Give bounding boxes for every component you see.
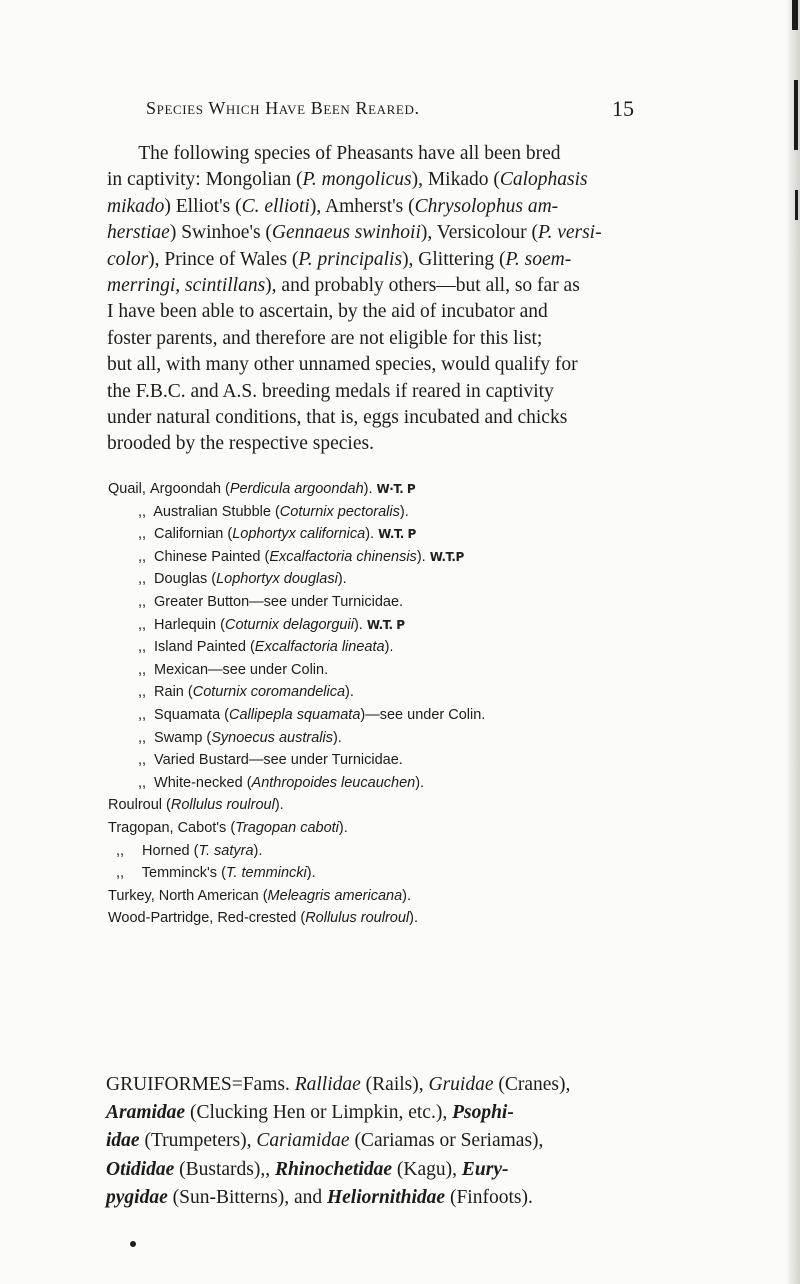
list-item: ,, Squamata (Callipepla squamata)—see under Colin. <box>108 704 668 727</box>
family-common: (Kagu) <box>396 1158 453 1180</box>
family-latin: Aramidae <box>106 1102 186 1124</box>
gruiformes-paragraph <box>106 1071 646 1212</box>
list-item: Tragopan, Cabot's (Tragopan caboti). <box>108 819 348 836</box>
common-name: Greater Button—see under Turnicidae. <box>154 593 404 610</box>
binding-edge-mark <box>794 80 798 150</box>
family-latin: Otididae <box>106 1158 175 1180</box>
latin-name: Coturnix pectoralis <box>279 503 400 520</box>
list-item: ,, Horned (T. satyra). <box>108 840 668 863</box>
ditto-lead: ,, <box>138 548 147 565</box>
ditto-lead: ,, <box>138 593 147 610</box>
running-title: Species Which Have Been Reared. <box>146 98 420 118</box>
common-name: Californian <box>154 526 224 543</box>
common-name: White-necked <box>154 774 243 791</box>
ditto-lead: ,, <box>138 571 147 588</box>
common-name: Douglas <box>154 571 208 588</box>
list-item: Wood-Partridge, Red-crested (Rollulus roulroul). <box>108 910 419 927</box>
gruiformes-line: GRUIFORMES=Fams. Rallidae (Rails), Gruidae (Cranes), <box>106 1074 571 1095</box>
list-item: ,, Rain (Coturnix coromandelica). <box>108 681 668 704</box>
common-name: Island Painted <box>154 639 246 656</box>
list-item: Quail, Argoondah (Perdicula argoondah). W·T. P <box>108 478 668 501</box>
latin-name: Anthropoides leucauchen <box>251 774 416 791</box>
ditto-lead: ,, <box>138 774 147 791</box>
paragraph-line: the F.B.C. and A.S. breeding medals if reared in captivity <box>107 380 554 402</box>
ink-dot <box>130 1241 136 1247</box>
ditto-mark: ,, <box>116 865 125 882</box>
list-item: Roulroul (Rollulus roulroul). <box>108 797 284 814</box>
binding-edge-mark <box>792 0 798 30</box>
latin-name: T. satyra <box>198 842 254 859</box>
list-item: ,, Australian Stubble (Coturnix pectoralis). <box>108 501 668 524</box>
latin-name: Coturnix delagorguii <box>224 616 354 633</box>
ditto-lead: ,, <box>138 729 147 746</box>
intro-paragraph <box>107 141 647 458</box>
gruiformes-line: Otididae (Bustards),, Rhinochetidae (Kagu), Eury- <box>106 1158 509 1180</box>
fams-label: =Fams. <box>231 1074 290 1095</box>
family-latin: Rhinochetidae <box>275 1158 393 1180</box>
family-common: (Trumpeters) <box>144 1130 247 1152</box>
latin-name: Lophortyx californica <box>232 526 366 543</box>
common-name: Temminck's <box>141 865 218 882</box>
paragraph-line: but all, with many other unnamed species, would qualify for <box>107 354 578 376</box>
list-item: ,, Douglas (Lophortyx douglasi). <box>108 568 668 591</box>
list-item <box>108 659 668 682</box>
latin-name: Perdicula argoondah <box>229 481 364 497</box>
latin-name: Rollulus roulroul <box>170 797 275 814</box>
common-name: Varied Bustard—see under Turnicidae. <box>154 752 403 769</box>
latin-name: Excalfactoria lineata <box>254 639 385 656</box>
paragraph-line: merringi, scintillans), and probably others—but all, so far as <box>107 275 580 297</box>
list-item: ,, Temminck's (T. temmincki). <box>108 862 668 885</box>
binding-edge-mark <box>795 190 798 220</box>
list-item <box>108 591 668 614</box>
latin-name: Meleagris americana <box>267 887 403 904</box>
latin-name: Excalfactoria chinensis <box>269 548 417 565</box>
paragraph-line: The following species of Pheasants have all been bred <box>138 143 561 164</box>
paragraph-line: in captivity: Mongolian (P. mongolicus), Mikado (Calophasis <box>107 169 588 191</box>
common-name: Australian Stubble <box>153 503 271 520</box>
page-number: 15 <box>612 96 634 121</box>
ditto-lead: ,, <box>138 684 147 701</box>
list-item: ,, Swamp (Synoecus australis). <box>108 727 668 750</box>
family-common: (Bustards) <box>179 1158 261 1180</box>
ditto-lead: ,, <box>138 661 147 678</box>
gruiformes-line: pygidae (Sun-Bitterns), and Heliornithidae (Finfoots). <box>106 1186 533 1208</box>
common-name: Argoondah <box>150 481 221 497</box>
handwritten-note: W.T. P <box>366 617 405 632</box>
family-common: (Cranes) <box>498 1074 566 1095</box>
order-name: GRUIFORMES <box>106 1074 232 1095</box>
ditto-lead: ,, <box>138 706 147 723</box>
ditto-mark: ,, <box>116 842 125 859</box>
list-item: ,, Chinese Painted (Excalfactoria chinensis). W.T.P <box>108 546 668 569</box>
latin-name: Rollulus roulroul <box>305 910 410 927</box>
list-item <box>108 749 668 772</box>
paragraph-line: under natural conditions, that is, eggs incubated and chicks <box>107 407 568 429</box>
common-name: Turkey, North American <box>108 887 259 904</box>
paragraph-line: mikado) Elliot's (C. ellioti), Amherst's (Chrysolophus am- <box>107 195 559 217</box>
paragraph-line: color), Prince of Wales (P. principalis), Glittering (P. soem- <box>107 248 572 270</box>
family-common: (Sun-Bitterns) <box>172 1186 285 1208</box>
common-name: Harlequin <box>154 616 217 633</box>
list-item: ,, Island Painted (Excalfactoria lineata). <box>108 636 668 659</box>
family-common: (Finfoots) <box>449 1186 528 1208</box>
species-list <box>108 478 668 930</box>
paragraph-line: I have been able to ascertain, by the aid of incubator and <box>107 301 548 323</box>
latin-name: Lophortyx douglasi <box>216 571 338 588</box>
ditto-lead: ,, <box>138 616 147 633</box>
family-common: (Clucking Hen or Limpkin, etc.) <box>189 1102 443 1124</box>
paragraph-line: brooded by the respective species. <box>107 433 374 455</box>
ditto-lead: ,, <box>138 752 147 769</box>
latin-name: Synoecus australis <box>211 729 333 746</box>
handwritten-note: W.T.P <box>429 549 464 564</box>
common-name: Squamata <box>154 706 221 723</box>
paragraph-line: herstiae) Swinhoe's (Gennaeus swinhoii), Versicolour (P. versi- <box>107 222 602 244</box>
handwritten-note: W.T. P <box>378 527 416 542</box>
common-name: Mexican—see under Colin. <box>154 661 329 678</box>
list-item: Turkey, North American (Meleagris americana). <box>108 887 411 904</box>
common-name: Tragopan, Cabot's <box>108 819 227 836</box>
latin-name: Callipepla squamata <box>229 706 361 723</box>
gruiformes-line: Aramidae (Clucking Hen or Limpkin, etc.), Psophi- <box>106 1102 514 1124</box>
gruiformes-line: idae (Trumpeters), Cariamidae (Cariamas or Seriamas), <box>106 1130 544 1152</box>
family-common: (Rails) <box>365 1074 419 1095</box>
common-name: Rain <box>154 684 184 701</box>
latin-name: Coturnix coromandelica <box>192 684 346 701</box>
common-name: Roulroul <box>108 797 162 814</box>
common-name: Swamp <box>154 729 203 746</box>
common-name: Wood-Partridge, Red-crested <box>108 910 297 927</box>
latin-name: T. temmincki <box>225 865 307 882</box>
ditto-lead: ,, <box>138 526 147 543</box>
family-common: (Cariamas or Seriamas) <box>354 1130 539 1152</box>
list-item: ,, Harlequin (Coturnix delagorguii). W.T. P <box>108 614 668 637</box>
common-name: Horned <box>142 842 190 859</box>
list-item: ,, Californian (Lophortyx californica). W.T. P <box>108 523 668 546</box>
handwritten-note: W·T. P <box>376 482 416 496</box>
family-latin: Gruidae <box>428 1074 494 1095</box>
ditto-lead: ,, <box>138 503 147 520</box>
latin-name: Tragopan caboti <box>235 819 339 836</box>
family-latin: Cariamidae <box>256 1130 350 1152</box>
list-item: ,, White-necked (Anthropoides leucauchen). <box>108 772 668 795</box>
ditto-lead: Quail, <box>108 481 146 497</box>
ditto-lead: ,, <box>138 639 147 656</box>
family-latin: Rallidae <box>294 1074 361 1095</box>
running-header <box>146 98 646 119</box>
family-latin: Heliornithidae <box>326 1186 446 1208</box>
cross-reference: —see under Colin. <box>365 706 486 723</box>
paragraph-line: foster parents, and therefore are not eligible for this list; <box>107 327 543 349</box>
common-name: Chinese Painted <box>154 548 261 565</box>
